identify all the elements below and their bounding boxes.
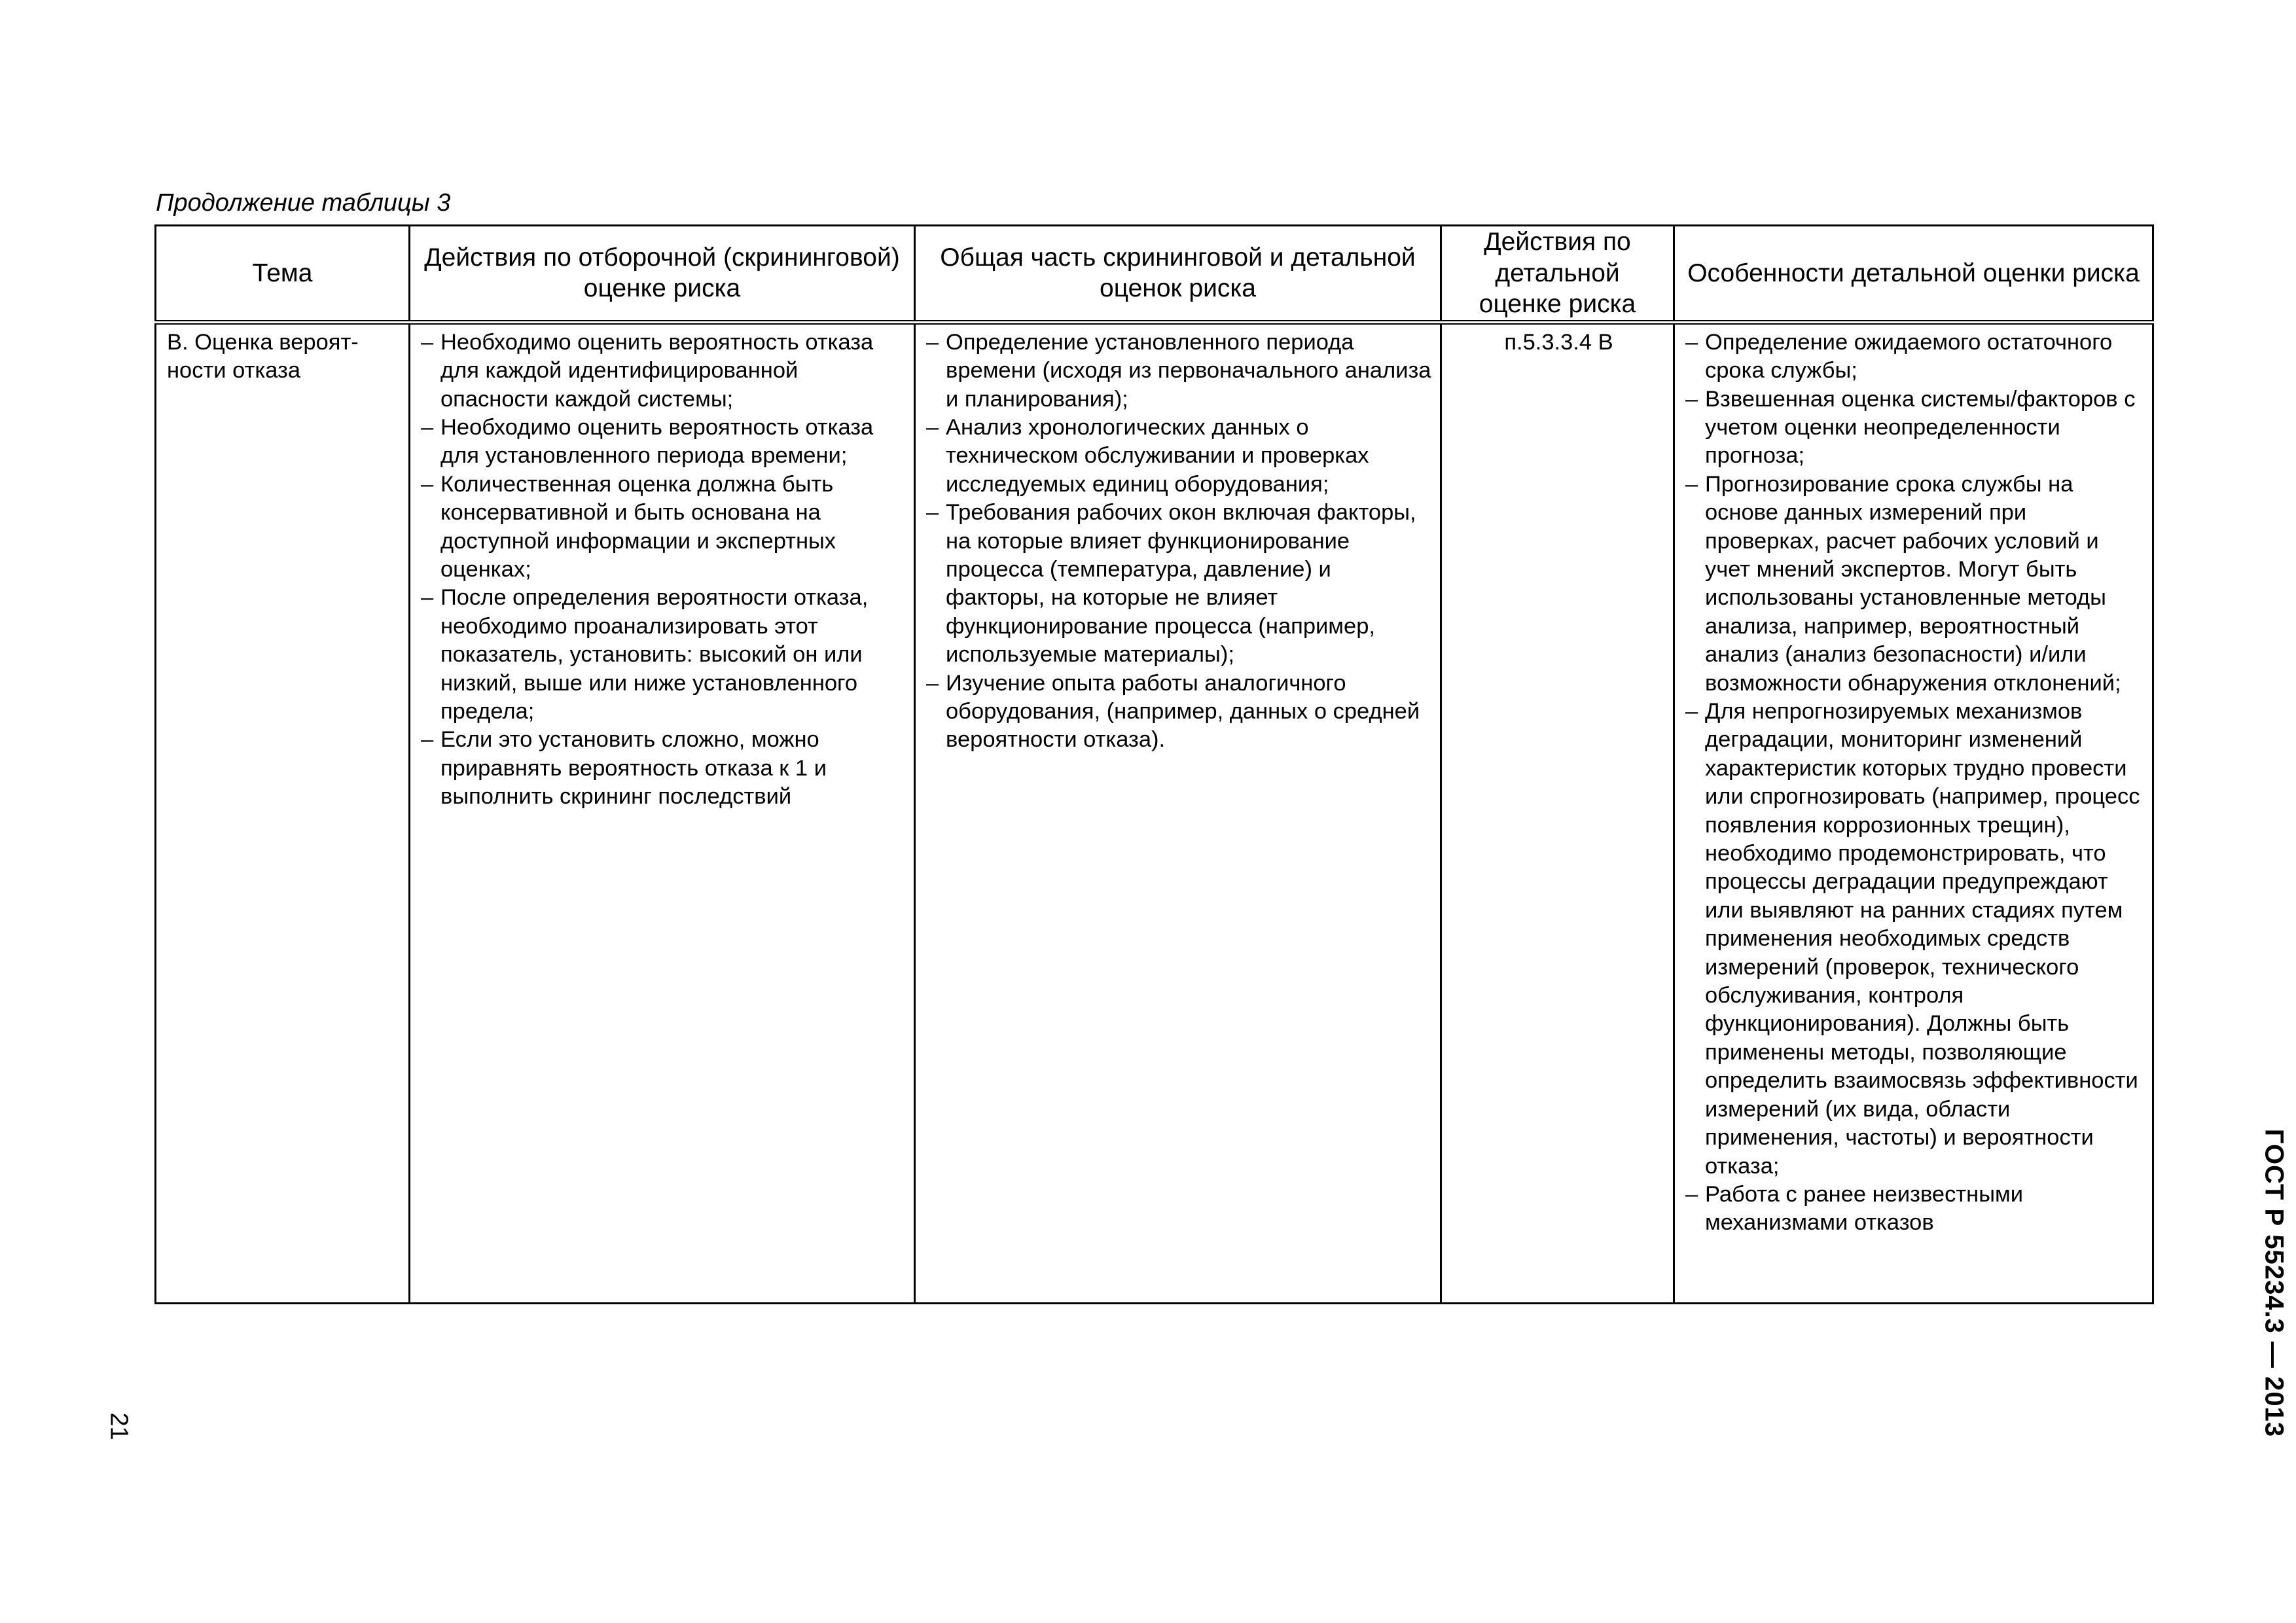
list-item: – Если это установить сложно, можно приравнять вероятность отказа к 1 и выполнить скрининг последствий	[421, 726, 906, 811]
header-topic: Тема	[156, 226, 410, 323]
list-item: – Взвешенная оценка системы/факторов с учетом оценки неопределенности прогноза;	[1685, 385, 2144, 471]
list-item: – Необходимо оценить вероятность отказа для каждой идентифицированной опасности каждой системы;	[421, 329, 906, 414]
list-item: – Анализ хронологических данных о техническом обслуживании и проверках исследуемых единиц оборудования;	[926, 414, 1432, 499]
table-header-row	[156, 226, 2153, 323]
cell-detailed-features	[1674, 322, 2153, 1303]
risk-assessment-table	[154, 224, 2154, 1304]
table-row	[156, 322, 2153, 1303]
list-item: – Работа с ранее неизвестными механизмами отказов	[1685, 1181, 2144, 1238]
header-detailed-features: Особенности детальной оценки риска	[1674, 226, 2153, 323]
list-item: – После определения вероятности отказа, необходимо проанализировать этот показатель, установить: высокий он или низкий, выше или ниже установленного предела;	[421, 584, 906, 726]
header-common-part: Общая часть скрининговой и детальной оценок риска	[915, 226, 1441, 323]
cell-common-part	[915, 322, 1441, 1303]
standard-code: ГОСТ Р 55234.3 — 2013	[2259, 1128, 2289, 1438]
detailed-features-list	[1685, 329, 2144, 1238]
list-item: – Определение установленного периода времени (исходя из первоначального анализа и планирования);	[926, 329, 1432, 414]
list-item: – Необходимо оценить вероятность отказа для установленного периода времени;	[421, 414, 906, 471]
header-screening-actions: Действия по отборочной (скрининговой) оценке риска	[410, 226, 915, 323]
cell-topic: В. Оценка вероят-ности отказа	[156, 322, 410, 1303]
table-caption: Продолжение таблицы 3	[156, 189, 451, 217]
list-item: – Определение ожидаемого остаточного срока службы;	[1685, 329, 2144, 385]
header-detailed-actions: Действия по детальной оценке риска	[1441, 226, 1674, 323]
list-item: – Изучение опыта работы аналогичного оборудования, (например, данных о средней вероятности отказа).	[926, 669, 1432, 755]
screening-actions-list	[421, 329, 906, 812]
common-part-list	[926, 329, 1432, 755]
cell-screening-actions	[410, 322, 915, 1303]
cell-detailed-actions: п.5.3.3.4 В	[1441, 322, 1674, 1303]
page-number: 21	[105, 1412, 133, 1440]
list-item: – Для непрогнозируемых механизмов деградации, мониторинг изменений характеристик которых трудно провести или спрогнозировать (например, процесс появления коррозионных трещин), необходимо продемонстрировать, что процессы деградации предупреждают или выявляют на ранних стадиях путем применения необходимых средств измерений (проверок, технического обслуживания, контроля функционирования). Должны быть применены методы, позволяющие определить взаимосвязь эффективности измерений (их вида, области применения, частоты) и вероятности отказа;	[1685, 698, 2144, 1181]
list-item: – Количественная оценка должна быть консервативной и быть основана на доступной информации и экспертных оценках;	[421, 471, 906, 584]
list-item: – Прогнозирование срока службы на основе данных измерений при проверках, расчет рабочих условий и учет мнений экспертов. Могут быть использованы установленные методы анализа, например, вероятностный анализ (анализ безопасности) и/или возможности обнаружения отклонений;	[1685, 471, 2144, 698]
list-item: – Требования рабочих окон включая факторы, на которые влияет функционирование процесса (температура, давление) и факторы, на которые не влияет функционирование процесса (например, используемые материалы);	[926, 499, 1432, 669]
